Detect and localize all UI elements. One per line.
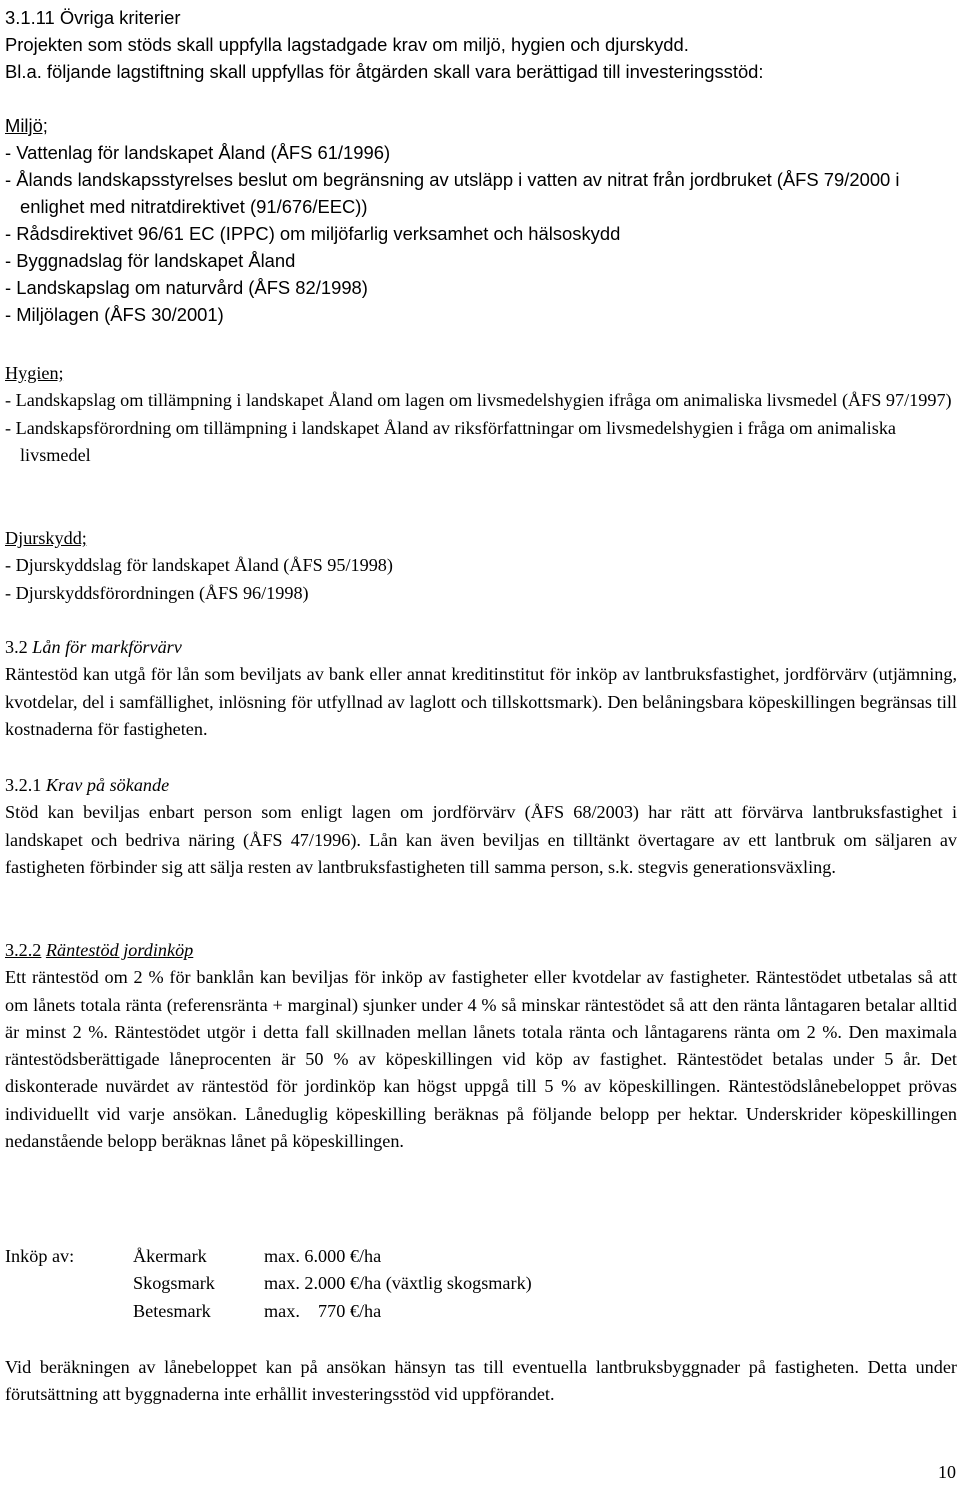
miljo-section [5,112,957,328]
page-number: 10 [938,1462,956,1482]
table-row [5,1243,532,1270]
section-3-1-11 [5,4,957,85]
list-item: - Ålands landskapsstyrelses beslut om begränsning av utsläpp i vatten av nitrat från jordbruket (ÅFS 79/2000 i enlighet med nitratdirektivet (91/676/EEC)) [5,169,900,217]
section-number: 3.2.2 [5,940,42,960]
paragraph: Räntestöd kan utgå för lån som beviljats av bank eller annat kreditinstitut för inköp av lantbruksfastighet, jordförvärv (utjämning, kvotdelar, del i samfällighet, inlösning för utfyllnad av laglott och tillskottsmark). Den belåningsbara köpeskillingen begränsas till kostnaderna för fastigheten. [5,664,957,739]
list-item: - Landskapslag om tillämpning i landskapet Åland om lagen om livsmedelshygien ifråga om animaliska livsmedel (ÅFS 97/1997) [5,390,952,411]
section-title: Lån för markförvärv [32,637,182,657]
section-heading [5,772,957,799]
paragraph: Bl.a. följande lagstiftning skall uppfyllas för åtgärden skall vara berättigad till investeringsstöd: [5,61,764,82]
table-cell-amount: max. 6.000 €/ha [264,1246,382,1266]
table-row [5,1270,532,1297]
list-item: - Djurskyddsförordningen (ÅFS 96/1998) [5,582,309,603]
section-title: Krav på sökande [45,775,170,795]
list-item: - Rådsdirektivet 96/61 EC (IPPC) om miljöfarlig verksamhet och hälsoskydd [5,223,621,244]
table-cell-amount: max. 770 €/ha [264,1300,382,1321]
closing-paragraph: Vid beräkningen av lånebeloppet kan på ansökan hänsyn tas till eventuella lantbruksbyggnader på fastigheten. Detta under förutsättning att byggnaderna inte erhållit investeringsstöd vid uppförandet. [5,1357,957,1405]
section-number: 3.2 [5,637,28,657]
section-3-2-1 [5,772,957,881]
hygien-heading: Hygien; [5,363,64,383]
section-3-2-2 [5,937,957,1155]
section-heading: 3.1.11 Övriga kriterier [5,7,181,28]
table-cell-amount: max. 2.000 €/ha (växtlig skogsmark) [264,1273,532,1294]
table-cell-type: Skogsmark [133,1273,215,1294]
djurskydd-heading: Djurskydd; [5,528,87,548]
list-item: - Byggnadslag för landskapet Åland [5,250,296,271]
section-title: Räntestöd jordinköp [45,940,194,960]
miljo-heading: Miljö; [5,115,48,136]
hygien-section [5,360,957,469]
list-item: - Djurskyddslag för landskapet Åland (ÅFS 95/1998) [5,555,393,576]
inkop-table [5,1243,957,1325]
price-table [5,1243,532,1325]
list-item: - Vattenlag för landskapet Åland (ÅFS 61/1996) [5,142,391,163]
document-page [5,0,955,1490]
paragraph: Ett räntestöd om 2 % för banklån kan beviljas för inköp av fastigheter eller kvotdelar av fastigheter. Räntestödet utbetalas så att om lånets totala ränta (referensränta + marginal) sjunker under 4 % så minskar räntestödet så att den ränta låntagaren betalar alltid är minst 2 %. Räntestödet utgör i detta fall skillnaden mellan lånets totala ränta och låntagarens ränta om 2 %. Den maximala räntestödsberättigade låneprocenten är 50 % av köpeskillingen vid köp av fastighet. Räntestödet betalas under 5 år. Det diskonterade nuvärdet av räntestöd för jordinköp kan högst uppgå till 5 % av köpeskillingen. Räntestödslånebeloppet prövas individuellt vid varje ansökan. Låneduglig köpeskilling beräknas på följande belopp per hektar. Underskrider köpeskillingen nedanstående belopp beräknas lånet på köpeskillingen. [5,967,957,1152]
table-row [5,1298,532,1325]
section-number: 3.2.1 [5,775,42,795]
paragraph: Projekten som stöds skall uppfylla lagstadgade krav om miljö, hygien och djurskydd. [5,34,689,55]
table-cell-type: Åkermark [133,1246,207,1266]
list-item: - Miljölagen (ÅFS 30/2001) [5,304,224,325]
djurskydd-section [5,525,957,607]
paragraph: Stöd kan beviljas enbart person som enligt lagen om jordförvärv (ÅFS 68/2003) har rätt att förvärva lantbruksfastighet i landskapet och bedriva näring (ÅFS 47/1996). Lån kan även beviljas en tilltänkt övertagare av ett lantbruk om säljaren av fastigheten förbinder sig att sälja resten av lantbruksfastigheten till samma person, s.k. stegvis generationsväxling. [5,802,957,877]
table-cell-type: Betesmark [133,1300,211,1321]
list-item: - Landskapsförordning om tillämpning i landskapet Åland av riksförfattningar om livsmedelshygien i fråga om animaliska livsmedel [5,417,896,465]
list-item: - Landskapslag om naturvård (ÅFS 82/1998) [5,277,368,298]
section-heading [5,634,957,661]
section-3-2 [5,634,957,743]
section-heading [5,937,957,964]
table-label: Inköp av: [5,1246,75,1266]
